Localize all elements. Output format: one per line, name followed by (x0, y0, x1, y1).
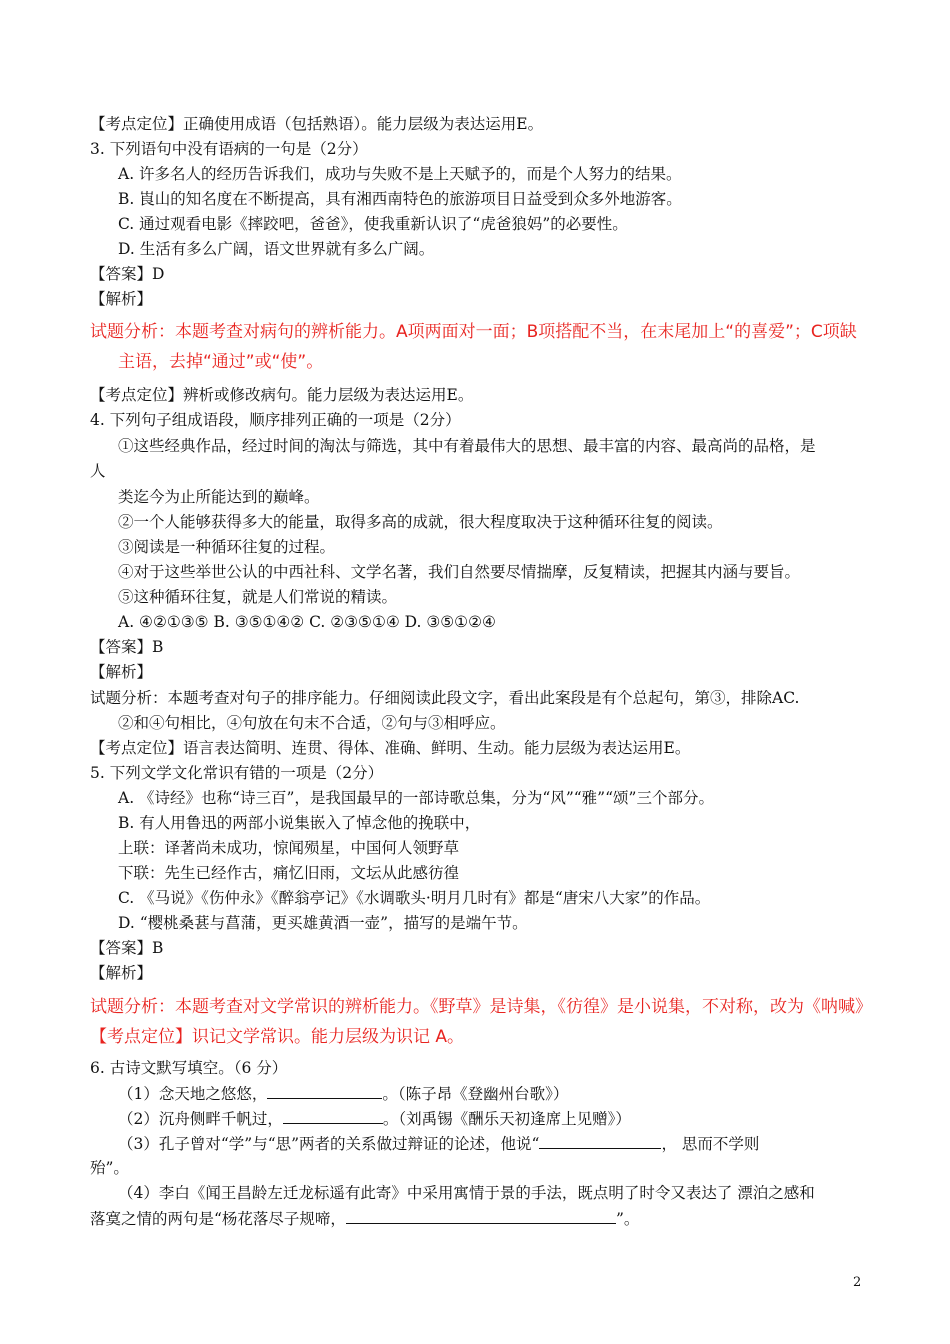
sentence-1: ①这些经典作品，经过时间的淘汰与筛选，其中有着最伟大的思想、最丰富的内容、最高尚的品格，是 (118, 437, 816, 455)
sentence-1-cont: 类迄今为止所能达到的巅峰。 (118, 488, 320, 506)
fill-in-3 (118, 1132, 759, 1154)
option-c: C. 《马说》《伤仲永》《醉翁亭记》《水调歌头·明月几时有》都是“唐宋八大家”的作品。 (118, 889, 711, 907)
answer-line: 【答案】B (90, 939, 164, 957)
answer-line: 【答案】D (90, 265, 165, 283)
answer-blank[interactable] (267, 1082, 382, 1099)
fill-in-2-prompt: （2）沉舟侧畔千帆过， (118, 1110, 283, 1128)
question-6-stem: 6. 古诗文默写填空。（6 分） (90, 1059, 288, 1077)
analysis-text: 试题分析：本题考查对句子的排序能力。仔细阅读此段文字，看出此案段是有个总起句，第③，排除AC. (90, 689, 800, 707)
answer-blank[interactable] (539, 1132, 661, 1149)
fill-in-4-prompt: 落寞之情的两句是“杨花落尽子规啼， (90, 1210, 346, 1228)
analysis-heading: 【解析】 (90, 663, 153, 681)
fill-in-1-source: 。（陈子昂《登幽州台歌》） (382, 1085, 569, 1103)
option-d: D. 生活有多么广阔，语文世界就有多么广阔。 (118, 240, 435, 258)
fill-in-4-cont (90, 1207, 639, 1229)
option-b: B. 崀山的知名度在不断提高，具有湘西南特色的旅游项目日益受到众多外地游客。 (118, 190, 682, 208)
question-5-stem: 5. 下列文学文化常识有错的一项是（2分） (90, 764, 384, 782)
option-a: A. 许多名人的经历告诉我们，成功与失败不是上天赋予的，而是个人努力的结果。 (118, 165, 682, 183)
fill-in-1 (118, 1082, 568, 1104)
answer-line: 【答案】B (90, 638, 164, 656)
answer-blank[interactable] (346, 1207, 616, 1224)
analysis-text-cont: ②和④句相比，④句放在句末不合适，②句与③相呼应。 (118, 714, 506, 732)
sentence-5: ⑤这种循环往复，就是人们常说的精读。 (118, 588, 398, 606)
analysis-text: 试题分析：本题考查对病句的辨析能力。A项两面对一面；B项搭配不当，在末尾加上“的喜爱”；C项缺 (90, 322, 857, 342)
fill-in-2 (118, 1107, 631, 1129)
option-c: C. 通过观看电影《摔跤吧，爸爸》，使我重新认识了“虎爸狼妈”的必要性。 (118, 215, 628, 233)
fill-in-2-source: 。（刘禹锡《酬乐天初逢席上见赠》） (382, 1110, 631, 1128)
analysis-heading: 【解析】 (90, 964, 153, 982)
fill-in-4: （4）李白《闻王昌龄左迁龙标遥有此寄》中采用寓情于景的手法，既点明了时令又表达了 漂泊之感和 (118, 1184, 815, 1202)
question-3-stem: 3. 下列语句中没有语病的一句是（2分） (90, 140, 368, 158)
sentence-2: ②一个人能够获得多大的能量，取得多高的成就，很大程度取决于这种循环往复的阅读。 (118, 513, 723, 531)
analysis-text-cont: 主语，去掉“通过”或“使”。 (118, 352, 324, 372)
exam-point-line: 【考点定位】辨析或修改病句。能力层级为表达运用E。 (90, 386, 474, 404)
option-d: D. “樱桃桑葚与菖蒲，更买雄黄酒一壶”，描写的是端午节。 (118, 914, 528, 932)
page-number: 2 (853, 1275, 862, 1290)
analysis-text: 试题分析：本题考查对文学常识的辨析能力。《野草》是诗集，《彷徨》是小说集，不对称，改为《呐喊》 (90, 997, 872, 1017)
answer-blank[interactable] (283, 1107, 383, 1124)
option-a: A. 《诗经》也称“诗三百”，是我国最早的一部诗歌总集，分为“风”“雅”“颂”三个部分。 (118, 789, 714, 807)
couplet-first-line: 上联：译著尚未成功，惊闻殒星，中国何人领野草 (118, 839, 460, 857)
sentence-1-wrap: 人 (90, 462, 106, 480)
option-b: B. 有人用鲁迅的两部小说集嵌入了悼念他的挽联中， (118, 814, 481, 832)
exam-point-line: 【考点定位】语言表达简明、连贯、得体、准确、鲜明、生动。能力层级为表达运用E。 (90, 739, 691, 757)
fill-in-3-tail: ， 思而不学则 (661, 1135, 760, 1153)
fill-in-4-close: ”。 (615, 1210, 640, 1228)
fill-in-1-prompt: （1）念天地之悠悠， (118, 1085, 268, 1103)
options-line: A. ④②①③⑤ B. ③⑤①④② C. ②③⑤①④ D. ③⑤①②④ (118, 613, 496, 631)
fill-in-3-prompt: （3）孔子曾对“学”与“思”两者的关系做过辩证的论述，他说“ (118, 1135, 540, 1153)
analysis-heading: 【解析】 (90, 290, 153, 308)
couplet-second-line: 下联：先生已经作古，痛忆旧雨，文坛从此感彷徨 (118, 864, 460, 882)
exam-point-line: 【考点定位】正确使用成语（包括熟语）。能力层级为表达运用E。 (90, 115, 544, 133)
sentence-4: ④对于这些举世公认的中西社科、文学名著，我们自然要尽情揣摩，反复精读，把握其内涵与要旨。 (118, 563, 801, 581)
fill-in-3-cont: 殆”。 (90, 1159, 129, 1177)
exam-point-line: 【考点定位】识记文学常识。能力层级为识记 A。 (90, 1027, 465, 1047)
question-4-stem: 4. 下列句子组成语段，顺序排列正确的一项是（2分） (90, 411, 461, 429)
sentence-3: ③阅读是一种循环往复的过程。 (118, 538, 336, 556)
